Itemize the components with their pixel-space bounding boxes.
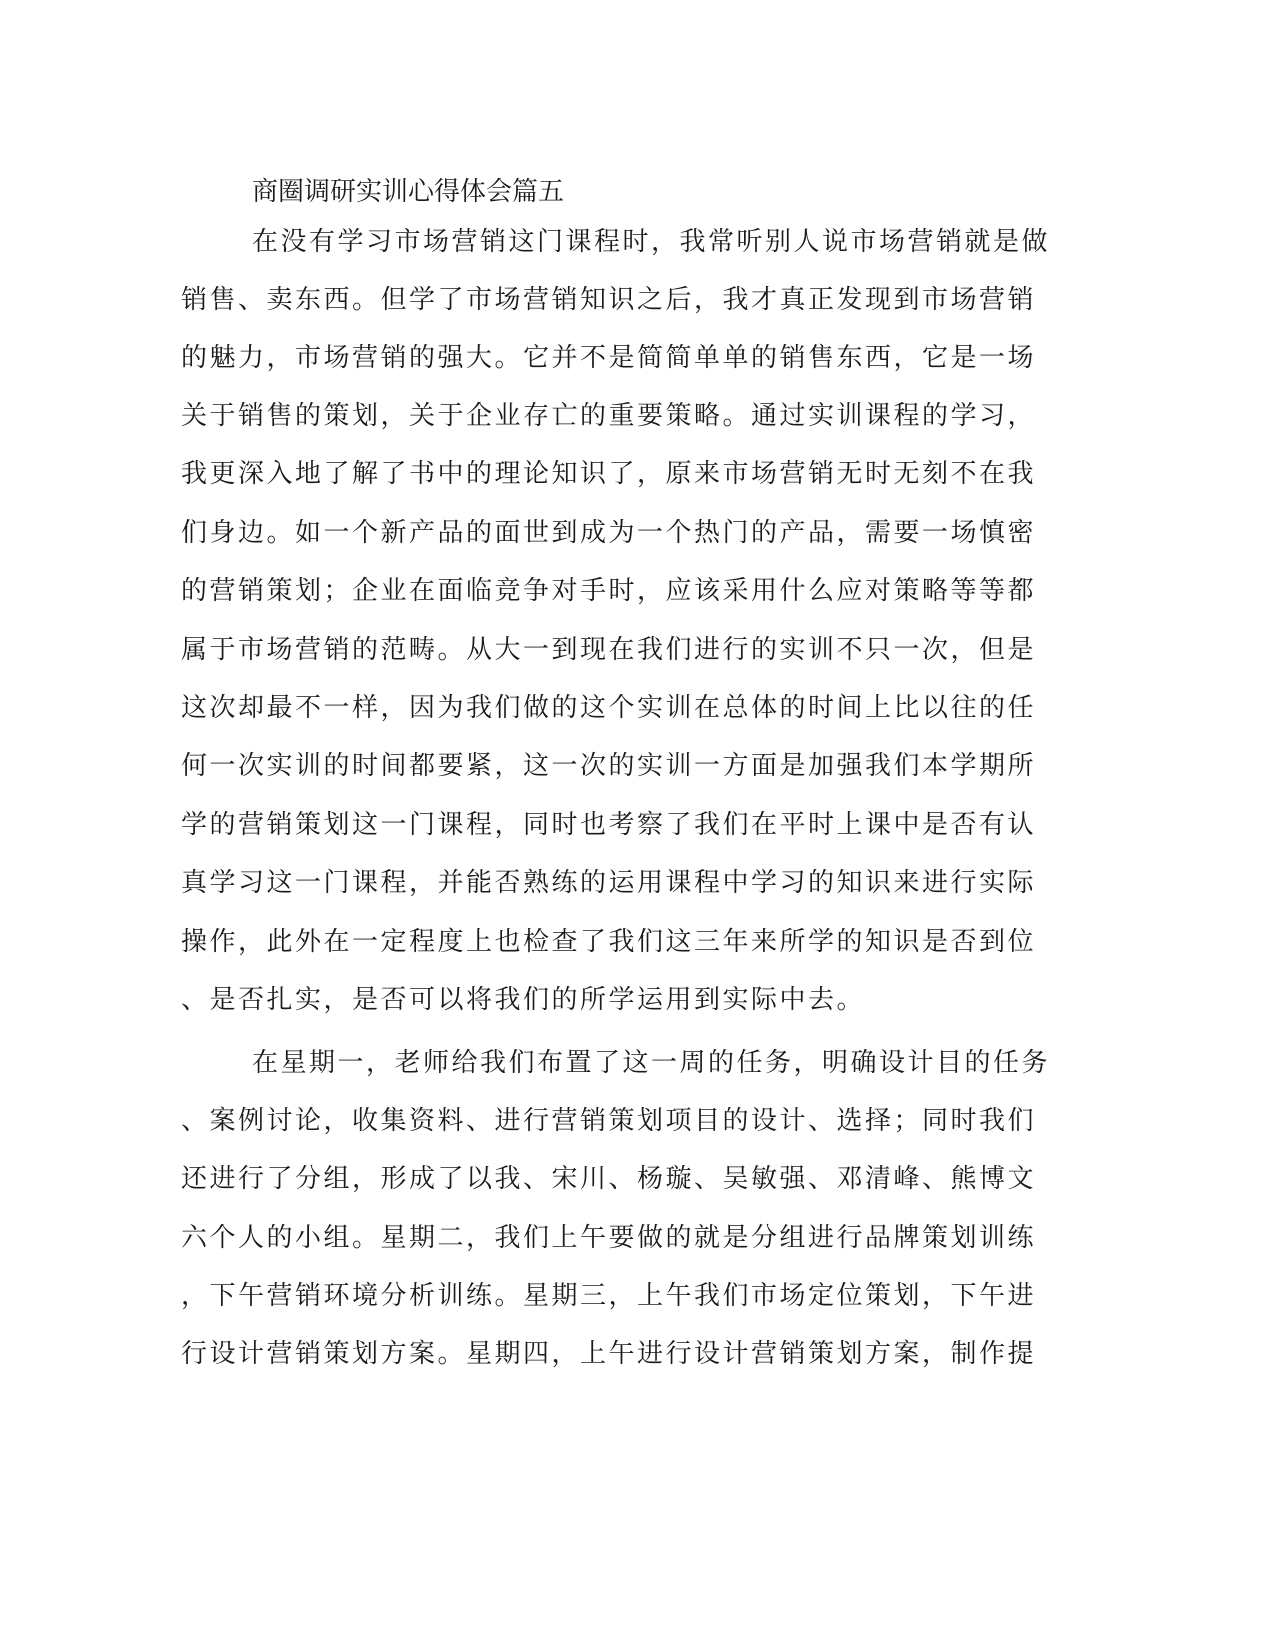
paragraph-2-line-4: 六个人的小组。星期二，我们上午要做的就是分组进行品牌策划训练 <box>181 1223 1037 1253</box>
paragraph-1-line-2: 销售、卖东西。但学了市场营销知识之后，我才真正发现到市场营销 <box>181 285 1037 315</box>
paragraph-2-line-5: ，下午营销环境分析训练。星期三，上午我们市场定位策划，下午进 <box>181 1281 1037 1311</box>
paragraph-1-line-9: 这次却最不一样，因为我们做的这个实训在总体的时间上比以往的任 <box>181 693 1037 723</box>
paragraph-1-line-8: 属于市场营销的范畴。从大一到现在我们进行的实训不只一次，但是 <box>181 635 1037 665</box>
paragraph-1-line-1: 在没有学习市场营销这门课程时，我常听别人说市场营销就是做 <box>252 227 1051 257</box>
paragraph-1-line-7: 的营销策划；企业在面临竞争对手时，应该采用什么应对策略等等都 <box>181 576 1037 606</box>
paragraph-1-line-6: 们身边。如一个新产品的面世到成为一个热门的产品，需要一场慎密 <box>181 518 1037 548</box>
paragraph-2-line-1: 在星期一，老师给我们布置了这一周的任务，明确设计目的任务 <box>252 1048 1051 1078</box>
paragraph-2-line-2: 、案例讨论，收集资料、进行营销策划项目的设计、选择；同时我们 <box>181 1106 1037 1136</box>
paragraph-2-line-3: 还进行了分组，形成了以我、宋川、杨璇、吴敏强、邓清峰、熊博文 <box>181 1164 1037 1194</box>
paragraph-1-line-10: 何一次实训的时间都要紧，这一次的实训一方面是加强我们本学期所 <box>181 751 1037 781</box>
paragraph-1-line-5: 我更深入地了解了书中的理论知识了，原来市场营销无时无刻不在我 <box>181 459 1037 489</box>
paragraph-1-line-14: 、是否扎实，是否可以将我们的所学运用到实际中去。 <box>181 985 866 1015</box>
paragraph-1-line-13: 操作，此外在一定程度上也检查了我们这三年来所学的知识是否到位 <box>181 927 1037 957</box>
document-title: 商圈调研实训心得体会篇五 <box>252 177 565 207</box>
paragraph-1-line-12: 真学习这一门课程，并能否熟练的运用课程中学习的知识来进行实际 <box>181 868 1037 898</box>
paragraph-1-line-3: 的魅力，市场营销的强大。它并不是简简单单的销售东西，它是一场 <box>181 343 1037 373</box>
paragraph-1-line-11: 学的营销策划这一门课程，同时也考察了我们在平时上课中是否有认 <box>181 810 1037 840</box>
paragraph-1-line-4: 关于销售的策划，关于企业存亡的重要策略。通过实训课程的学习， <box>181 401 1037 431</box>
paragraph-2-line-6: 行设计营销策划方案。星期四，上午进行设计营销策划方案，制作提 <box>181 1339 1037 1369</box>
